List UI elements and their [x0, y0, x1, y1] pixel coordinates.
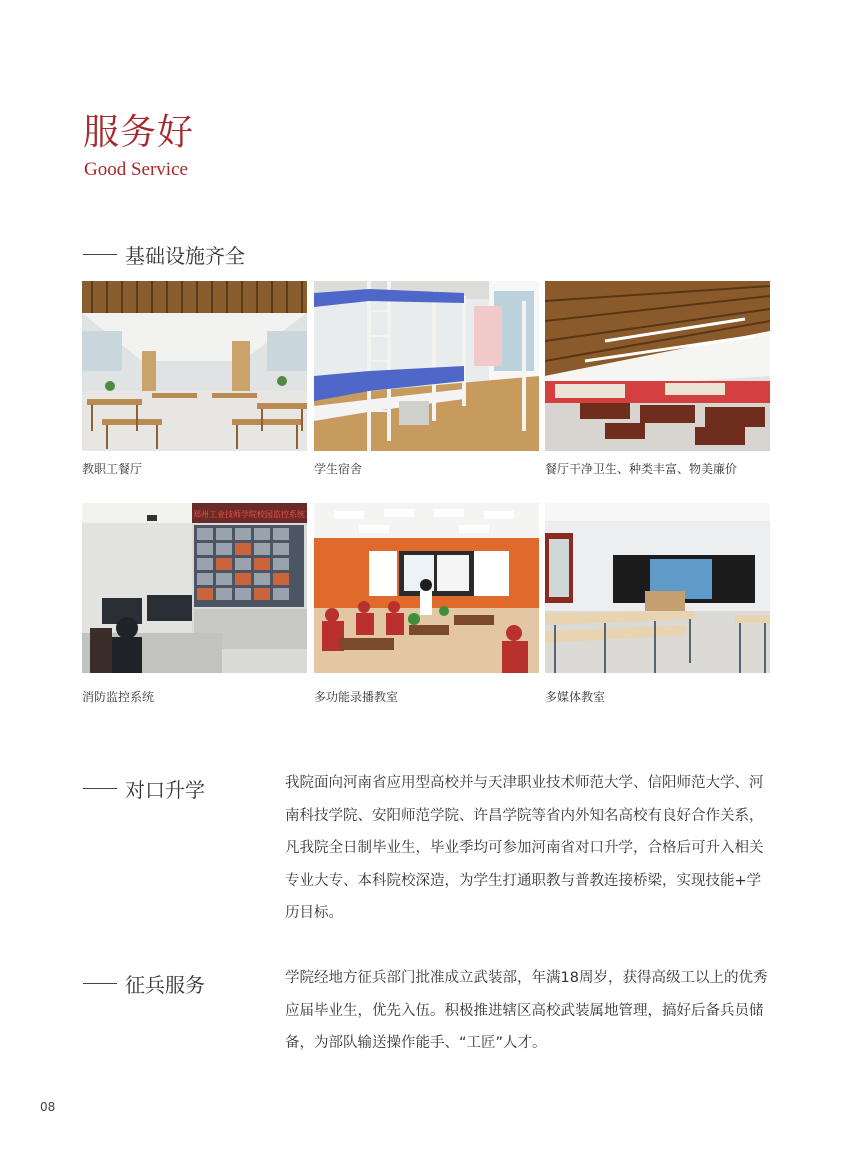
- page-subtitle: Good Service: [84, 159, 188, 180]
- section-heading-facilities: [83, 240, 245, 269]
- section-heading-enlistment: [83, 969, 205, 998]
- photo-fire-monitoring: [82, 503, 307, 673]
- heading-dash: [83, 788, 117, 789]
- paragraph-enlistment: 学院经地方征兵部门批准成立武装部，年满18周岁，获得高级工以上的优秀应届毕业生，优先入伍。积极推进辖区高校武装属地管理，搞好后备兵员储备，为部队输送操作能手、“工匠”人才。: [285, 970, 768, 1051]
- photo-recording-classroom: [314, 503, 539, 673]
- photo-multimedia-classroom: [545, 503, 770, 673]
- section-heading-further-study: [83, 774, 205, 803]
- photo-staff-canteen: [82, 281, 307, 451]
- photo-caption: 消防监控系统: [82, 690, 155, 704]
- photo-canteen-hall: [545, 281, 770, 451]
- photo-caption: 餐厅干净卫生、种类丰富、物美廉价: [545, 462, 738, 476]
- page-number: 08: [40, 1100, 56, 1114]
- monitor-banner: 郑州工业技师学院校园监控系统: [193, 510, 305, 519]
- heading-dash: [83, 254, 117, 255]
- photo-caption: 多媒体教室: [545, 690, 606, 704]
- section-heading-text: 基础设施齐全: [125, 244, 245, 268]
- photo-dormitory: [314, 281, 539, 451]
- section-heading-text: 对口升学: [125, 778, 205, 802]
- page-title: 服务好: [83, 112, 195, 153]
- photo-caption: 学生宿舍: [314, 462, 363, 476]
- section-heading-text: 征兵服务: [125, 973, 205, 997]
- photo-caption: 多功能录播教室: [314, 690, 399, 704]
- paragraph-further-study: 我院面向河南省应用型高校并与天津职业技术师范大学、信阳师范大学、河南科技学院、安阳师范学院、许昌学院等省内外知名高校有良好合作关系，凡我院全日制毕业生，毕业季均可参加河南省对口升学，合格后可升入相关专业大专、本科院校深造，为学生打通职教与普教连接桥梁，实现技能+学历目标。: [285, 775, 764, 921]
- photo-caption: 教职工餐厅: [82, 462, 143, 476]
- heading-dash: [83, 983, 117, 984]
